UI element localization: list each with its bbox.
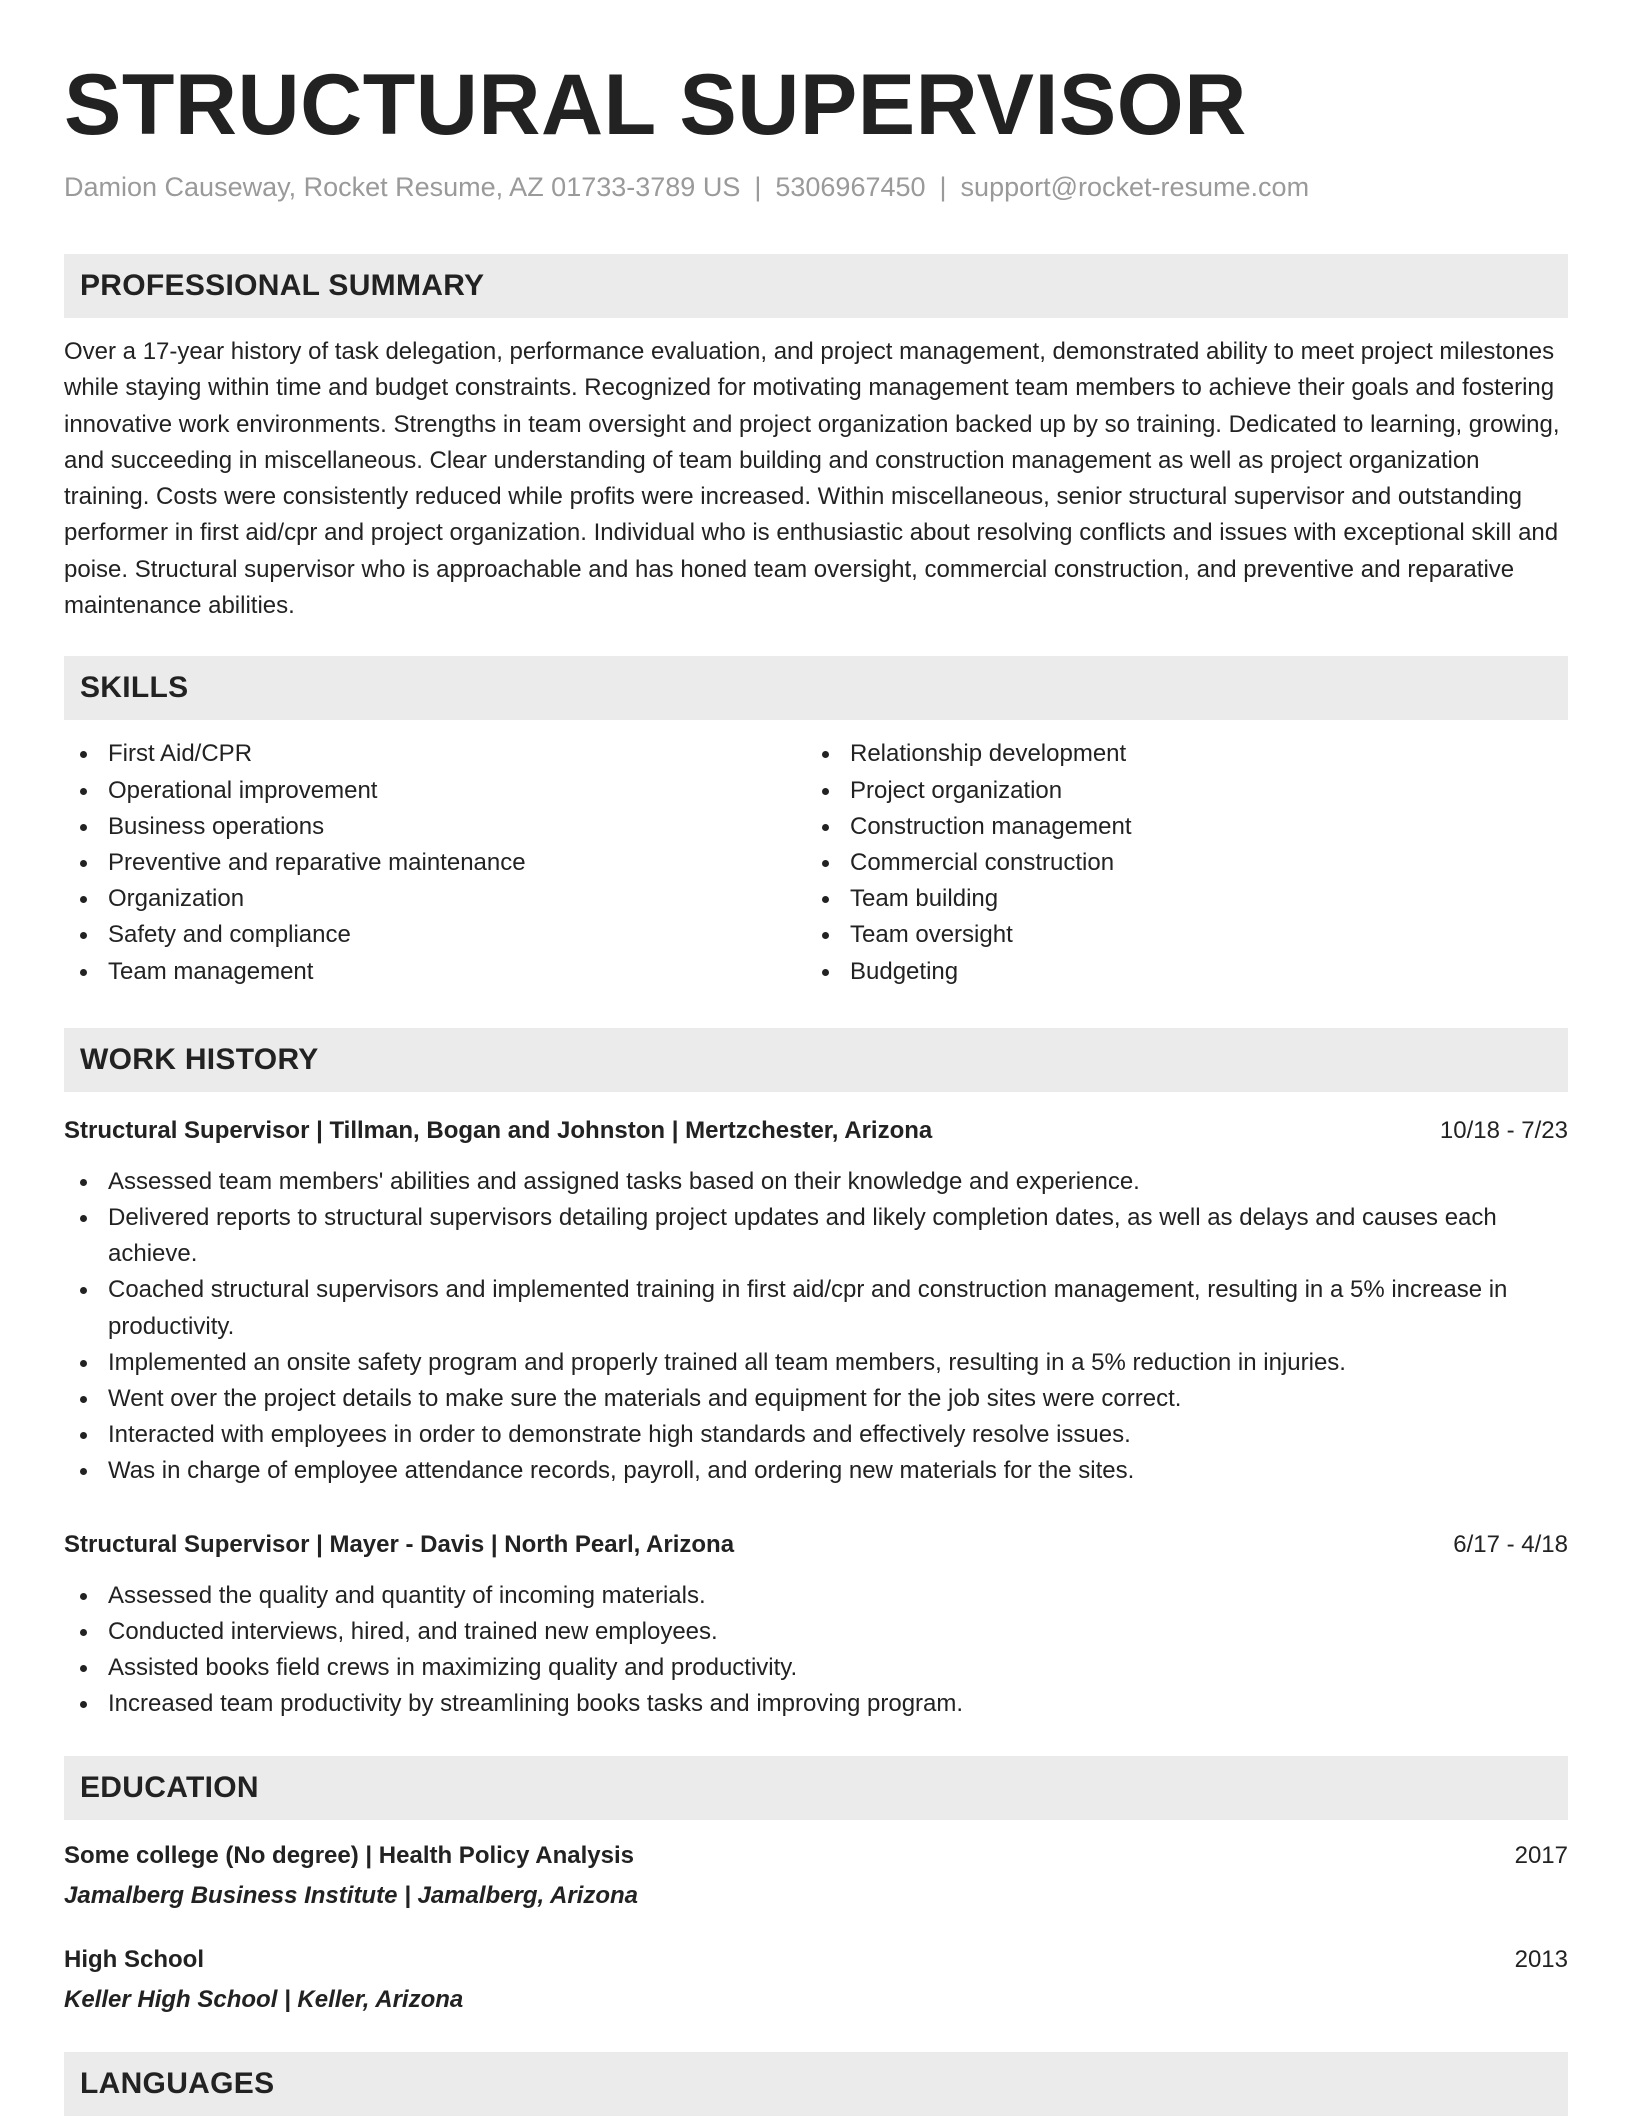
summary-text: Over a 17-year history of task delegation, performance evaluation, and project management, demonstrated ability to meet project milestones while staying within time and budget constraints. Recognized for motivating management team members to achieve their goals and fostering innovative work environments. Strengths in team oversight and project organization backed up by so training. Dedicated to learning, growing, and succeeding in miscellaneous. Clear understanding of team building and construction management as well as project organization training. Costs were consistently reduced while profits were increased. Within miscellaneous, senior structural supervisor and outstanding performer in first aid/cpr and project organization. Individual who is enthusiastic about resolving conflicts and issues with exceptional skill and poise. Structural supervisor who is approachable and has honed team oversight, commercial construction, and preventive and reparative maintenance abilities. xyxy=(64,338,1560,620)
skill-item: Safety and compliance xyxy=(64,917,806,953)
job-bullet: Coached structural supervisors and implemented training in first aid/cpr and construction management, resulting in a 5% increase in productivity. xyxy=(64,1272,1568,1344)
skills-column-left xyxy=(64,736,806,989)
job-bullet: Assessed the quality and quantity of incoming materials. xyxy=(64,1578,1568,1614)
skill-item: Business operations xyxy=(64,809,806,845)
section-header-languages: LANGUAGES xyxy=(64,2052,1568,2116)
education-degree: Some college (No degree) | Health Policy Analysis xyxy=(64,1842,634,1870)
job-dates: 10/18 - 7/23 xyxy=(1439,1116,1568,1144)
section-header-summary: PROFESSIONAL SUMMARY xyxy=(64,254,1568,318)
job-bullet: Was in charge of employee attendance records, payroll, and ordering new materials for the sites. xyxy=(64,1453,1568,1489)
job-bullet: Assisted books field crews in maximizing quality and productivity. xyxy=(64,1650,1568,1686)
contact-address: Damion Causeway, Rocket Resume, AZ 01733-3789 US xyxy=(64,172,741,202)
education-year: 2013 xyxy=(1514,1946,1568,1974)
job-entry xyxy=(64,1528,1568,1723)
skill-item: Commercial construction xyxy=(806,845,1548,881)
skill-item: Team oversight xyxy=(806,917,1548,953)
contact-separator: | xyxy=(939,172,947,202)
skill-item: Budgeting xyxy=(806,954,1548,990)
job-entry xyxy=(64,1114,1568,1490)
skill-item: Relationship development xyxy=(806,736,1548,772)
contact-email[interactable]: support@rocket-resume.com xyxy=(960,172,1310,202)
job-dates: 6/17 - 4/18 xyxy=(1453,1530,1568,1558)
contact-phone: 5306967450 xyxy=(775,172,926,202)
education-school: Jamalberg Business Institute | Jamalberg, Arizona xyxy=(64,1882,638,1910)
skill-item: Team building xyxy=(806,881,1548,917)
job-title: Structural Supervisor | Mayer - Davis | North Pearl, Arizona xyxy=(64,1530,735,1558)
job-bullet: Went over the project details to make sure the materials and equipment for the job sites were correct. xyxy=(64,1381,1568,1417)
education-heading-row xyxy=(64,1942,1568,1978)
job-title: Structural Supervisor | Tillman, Bogan and Johnston | Mertzchester, Arizona xyxy=(64,1116,933,1144)
skill-item: Construction management xyxy=(806,809,1548,845)
section-header-skills: SKILLS xyxy=(64,656,1568,720)
skill-item: Project organization xyxy=(806,773,1548,809)
job-bullet: Assessed team members' abilities and assigned tasks based on their knowledge and experience. xyxy=(64,1164,1568,1200)
education-heading-row xyxy=(64,1838,1568,1874)
section-header-education: EDUCATION xyxy=(64,1756,1568,1820)
education-school: Keller High School | Keller, Arizona xyxy=(64,1986,464,2014)
education-entry xyxy=(64,1942,1568,2018)
skills-column-right xyxy=(806,736,1548,989)
skill-item: Operational improvement xyxy=(64,773,806,809)
education-entry xyxy=(64,1838,1568,1914)
skills-list xyxy=(64,736,1568,989)
job-bullet: Implemented an onsite safety program and properly trained all team members, resulting in a 5% reduction in injuries. xyxy=(64,1345,1568,1381)
contact-line xyxy=(64,170,1568,204)
job-heading-row xyxy=(64,1528,1568,1562)
job-heading-row xyxy=(64,1114,1568,1148)
contact-separator: | xyxy=(754,172,762,202)
education-year: 2017 xyxy=(1514,1842,1568,1870)
job-bullet: Interacted with employees in order to demonstrate high standards and effectively resolve issues. xyxy=(64,1417,1568,1453)
skill-item: Preventive and reparative maintenance xyxy=(64,845,806,881)
skill-item: Organization xyxy=(64,881,806,917)
job-bullet: Increased team productivity by streamlining books tasks and improving program. xyxy=(64,1686,1568,1722)
skill-item: First Aid/CPR xyxy=(64,736,806,772)
education-degree: High School xyxy=(64,1946,204,1974)
job-bullet: Delivered reports to structural supervisors detailing project updates and likely completion dates, as well as delays and causes each achieve. xyxy=(64,1200,1568,1272)
job-bullet-list xyxy=(64,1164,1568,1490)
section-header-work-history: WORK HISTORY xyxy=(64,1028,1568,1092)
skill-item: Team management xyxy=(64,954,806,990)
job-bullet-list xyxy=(64,1578,1568,1723)
resume-title: STRUCTURAL SUPERVISOR xyxy=(64,57,1247,153)
job-bullet: Conducted interviews, hired, and trained new employees. xyxy=(64,1614,1568,1650)
